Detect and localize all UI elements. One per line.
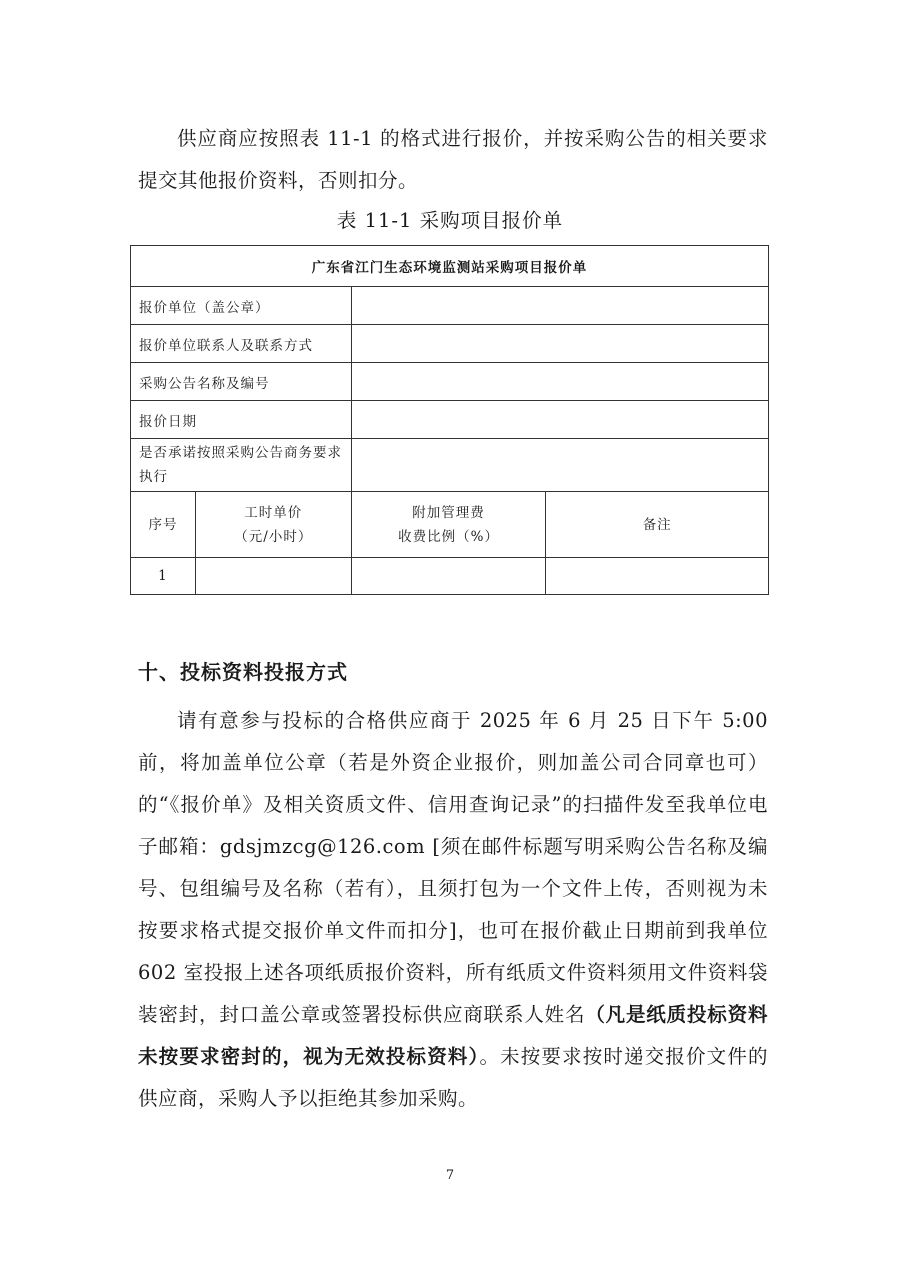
info-label: 采购公告名称及编号 [131,363,352,401]
info-label: 是否承诺按照采购公告商务要求执行 [131,439,352,492]
body-bold-text: （凡是纸质投标资料未按要求密封的，视为无效投标资料） [138,1003,768,1068]
info-value-field[interactable] [351,401,768,439]
intro-paragraph: 供应商应按照表 11-1 的格式进行报价，并按采购公告的相关要求提交其他报价资料，否则扣分。 [138,127,768,192]
table-caption: 表 11-1 采购项目报价单 [336,209,564,232]
info-value-field[interactable] [351,287,768,325]
table-row [131,325,769,363]
row-no: 1 [131,558,196,595]
info-value-field[interactable] [351,439,768,492]
quote-table-title: 广东省江门生态环境监测站采购项目报价单 [131,246,769,287]
col-header-remarks: 备注 [546,492,769,558]
fee-field[interactable] [351,558,546,595]
table-row [131,401,769,439]
table-row [131,439,769,492]
page-number: 7 [445,1168,455,1183]
col-header-no: 序号 [131,492,196,558]
col-header-fee-line2: 收费比例（%） [398,528,499,545]
col-header-hourly-rate-line2: （元/小时） [234,528,313,545]
col-header-fee [351,492,546,558]
info-label: 报价单位联系人及联系方式 [131,325,352,363]
section-heading: 十、投标资料投报方式 [138,660,348,684]
table-row [131,287,769,325]
info-label: 报价日期 [131,401,352,439]
col-header-hourly-rate-line1: 工时单价 [244,504,303,521]
remarks-field[interactable] [546,558,769,595]
info-label: 报价单位（盖公章） [131,287,352,325]
quote-table [130,245,769,595]
body-text: 请有意参与投标的合格供应商于 2025 年 6 月 25 日下午 5:00 前，将加盖单位公章（若是外资企业报价，则加盖公司合同章也可）的“《报价单》及相关资质文件、信用查询记录”的扫描件发至我单位电子邮箱：gdsjmzcg@126.com [须在邮件标题写明采购公告名称及编号、包组编号及名称（若有），且须打包为一个文件上传，否则视为未按要求格式提交报价单文件而扣分]，也可在报价截止日期前到我单位 602 室投报上述各项纸质报价资料，所有纸质文件资料须用文件资料袋装密封，封口盖公章或签署投标供应商联系人姓名 [138,709,768,1026]
body-text-end: 。未按要求按时递交报价文件的供应商，采购人予以拒绝其参加采购。 [138,1045,768,1110]
table-header-row [131,492,769,558]
col-header-hourly-rate [195,492,351,558]
section-body-paragraph [138,700,768,1120]
table-row [131,558,769,595]
table-row [131,363,769,401]
hourly-rate-field[interactable] [195,558,351,595]
col-header-fee-line1: 附加管理费 [412,504,485,521]
info-value-field[interactable] [351,363,768,401]
info-value-field[interactable] [351,325,768,363]
